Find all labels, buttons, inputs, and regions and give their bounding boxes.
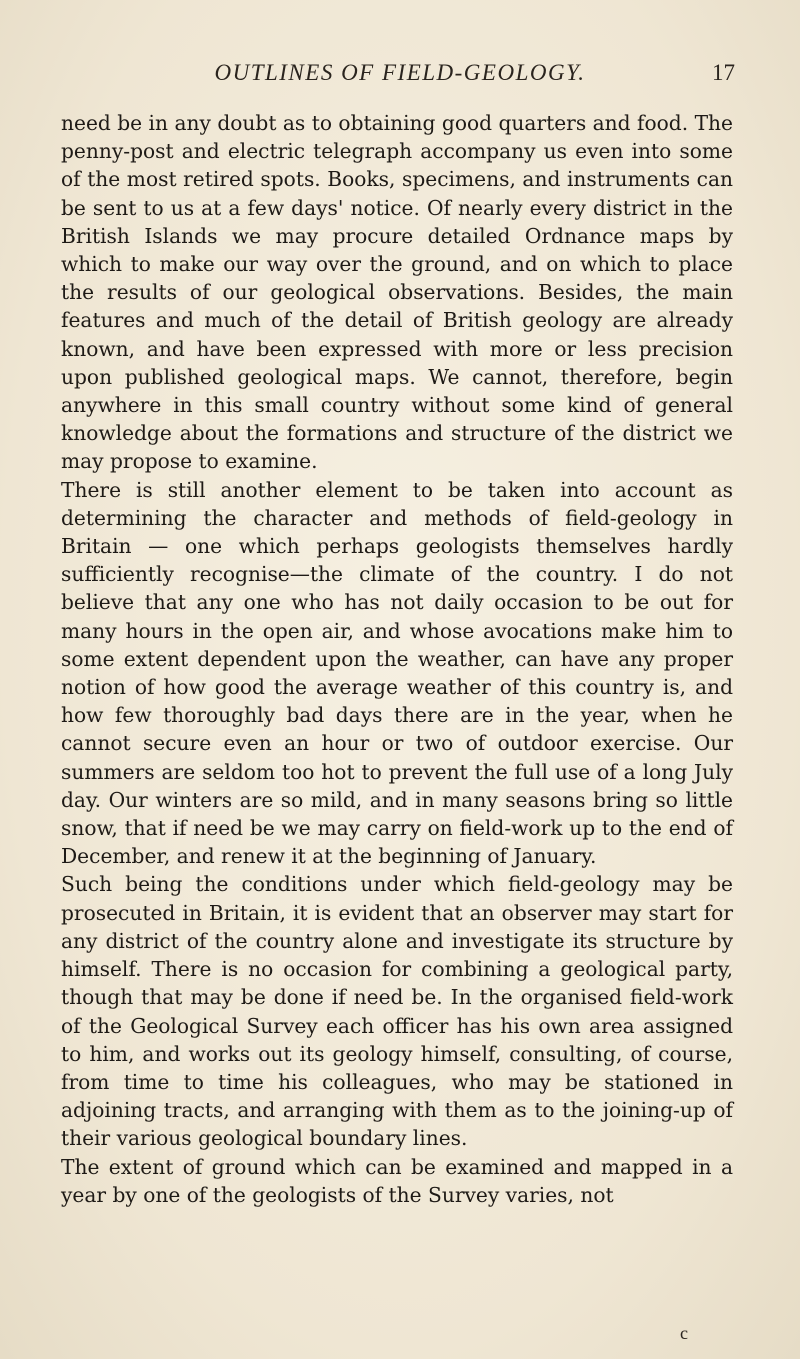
paragraph-2: There is still another element to be taken into account as determining the character and methods of field-geology in Britain — one which perhaps geologists themselves hardly sufficiently recognise—the climate of the country. I do not believe that any one who has not daily occasion to be out for many hours in the open air, and whose avocations make him to some extent dependent upon the weather, can have any proper notion of how good the average weather of this country is, and how few thoroughly bad days there are in the year, when he cannot secure even an hour or two of outdoor exercise. Our summers are seldom too hot to prevent the full use of a long July day. Our winters are so mild, and in many seasons bring so little snow, that if need be we may carry on field-work up to the end of December, and renew it at the beginning of January. [61, 477, 733, 869]
paragraph-3: Such being the conditions under which field-geology may be prosecuted in Britain, it is evident that an observer may start for any district of the country alone and investigate its structure by himself. There is no occasion for combining a geological party, though that may be done if need be. In the organised field-work of the Geological Survey each officer has his own area assigned to him, and works out its geology himself, consulting, of course, from time to time his colleagues, who may be stationed in adjoining tracts, and arranging with them as to the joining-up of their various geological boundary lines. [61, 872, 733, 1151]
paragraph-1: need be in any doubt as to obtaining good quarters and food. The penny-post and electric telegraph accompany us even into some of the most retired spots. Books, specimens, and instruments can be sent to us at a few days' notice. Of nearly every district in the British Islands we may procure detailed Ordnance maps by which to make our way over the ground, and on which to place the results of our geological observations. Besides, the main features and much of the detail of British geology are already known, and have been expressed with more or less precision upon published geological maps. We cannot, therefore, begin anywhere in this small country without some kind of general knowledge about the formations and structure of the district we may propose to examine. [61, 111, 733, 474]
running-title: OUTLINES OF FIELD-GEOLOGY. [214, 60, 586, 85]
signature-mark: c [680, 1323, 688, 1343]
page-number: 17 [712, 60, 735, 85]
paragraph-4: The extent of ground which can be examined and mapped in a year by one of the geologists of the Survey varies, not [61, 1154, 733, 1207]
body-text [61, 109, 733, 1209]
